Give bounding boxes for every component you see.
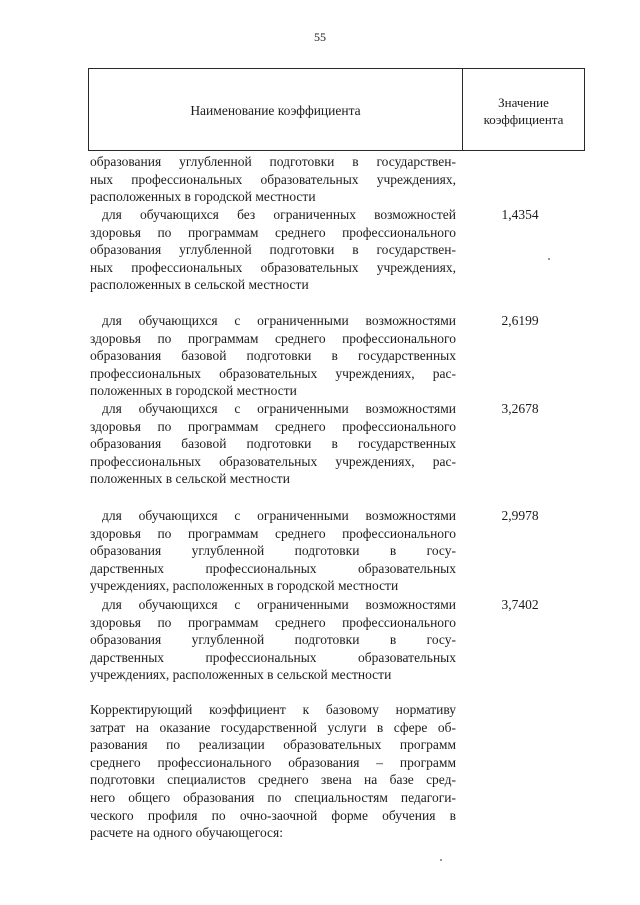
text-line: образования углубленной подготовки в государствен- xyxy=(90,154,456,169)
text-line: расчете на одного обучающегося: xyxy=(90,825,283,841)
coefficient-row-description xyxy=(90,400,456,488)
coefficient-value: 2,9978 xyxy=(501,508,539,523)
column-header-value: Значение коэффициента xyxy=(483,94,564,127)
coefficient-row-description xyxy=(90,507,456,595)
coefficient-row-description xyxy=(90,596,456,684)
text-line: положенных в сельской местности xyxy=(90,471,290,487)
text-line: ных профессиональных образовательных учреждениях, xyxy=(90,259,456,275)
text-line: положенных в городской местности xyxy=(90,383,297,399)
coefficient-row-description xyxy=(90,312,456,400)
text-line: здоровья по программам среднего профессионального xyxy=(90,418,456,434)
text-line: него общего образования по специальностям педагоги- xyxy=(90,789,456,805)
coefficient-value: 3,7402 xyxy=(501,597,539,612)
coefficient-value: 2,6199 xyxy=(501,313,539,328)
text-line: для обучающихся с ограниченными возможностями xyxy=(102,401,456,416)
scan-artifact xyxy=(548,258,550,260)
text-line: среднего профессионального образования – программ xyxy=(90,754,456,770)
text-line: учреждениях, расположенных в городской местности xyxy=(90,578,399,594)
text-line: здоровья по программам среднего профессионального xyxy=(90,224,456,240)
table-header xyxy=(88,68,585,151)
text-line: ных профессиональных образовательных учреждениях, xyxy=(90,171,456,187)
text-line: образования углубленной подготовки в госу- xyxy=(90,543,456,559)
text-line: Корректирующий коэффициент к базовому нормативу xyxy=(90,702,456,717)
text-line: для обучающихся с ограниченными возможностями xyxy=(102,508,456,523)
text-line: образования базовой подготовки в государственных xyxy=(90,348,456,364)
text-line: здоровья по программам среднего профессионального xyxy=(90,614,456,630)
text-line: разования по реализации образовательных программ xyxy=(90,737,456,753)
text-line: образования углубленной подготовки в государствен- xyxy=(90,242,456,258)
closing-paragraph xyxy=(90,701,456,842)
text-line: расположенных в городской местности xyxy=(90,189,316,205)
coefficient-row-description xyxy=(90,206,456,294)
text-line: образования углубленной подготовки в госу- xyxy=(90,632,456,648)
text-line: расположенных в сельской местности xyxy=(90,277,309,293)
text-line: для обучающихся с ограниченными возможностями xyxy=(102,313,456,328)
text-line: для обучающихся с ограниченными возможностями xyxy=(102,597,456,612)
text-line: ческого профиля по очно-заочной форме обучения в xyxy=(90,807,456,823)
text-line: для обучающихся без ограниченных возможностей xyxy=(102,207,456,222)
column-header-name: Наименование коэффициента xyxy=(190,102,361,118)
continuation-text xyxy=(90,153,456,206)
page-number: 55 xyxy=(314,30,326,44)
text-line: здоровья по программам среднего профессионального xyxy=(90,525,456,541)
text-line: подготовки специалистов среднего звена на базе сред- xyxy=(90,772,456,788)
text-line: затрат на оказание государственной услуги в сфере об- xyxy=(90,719,456,735)
text-line: здоровья по программам среднего профессионального xyxy=(90,330,456,346)
text-line: профессиональных образовательных учреждениях, рас- xyxy=(90,453,456,469)
text-line: дарственных профессиональных образовательных xyxy=(90,560,456,576)
coefficient-value: 3,2678 xyxy=(501,401,539,416)
text-line: учреждениях, расположенных в сельской местности xyxy=(90,667,392,683)
coefficient-value: 1,4354 xyxy=(501,207,539,222)
text-line: образования базовой подготовки в государственных xyxy=(90,436,456,452)
text-line: дарственных профессиональных образовательных xyxy=(90,649,456,665)
scan-artifact xyxy=(440,859,442,861)
text-line: профессиональных образовательных учреждениях, рас- xyxy=(90,365,456,381)
